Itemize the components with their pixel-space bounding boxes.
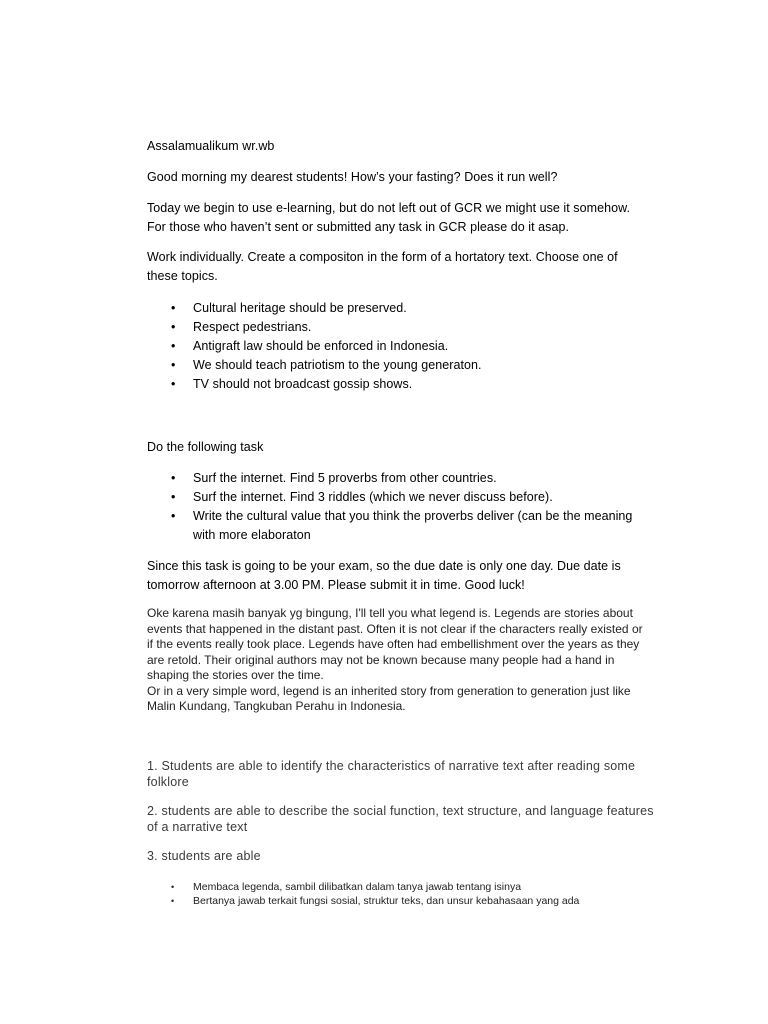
objective-1 xyxy=(147,759,635,790)
topic-text: We should teach patriotism to the young generaton. xyxy=(193,358,482,372)
topic-text: Cultural heritage should be preserved. xyxy=(193,301,407,315)
task-item xyxy=(147,469,632,488)
paragraph-line: 1. Students are able to identify the characteristics of narrative text after reading some xyxy=(147,759,636,773)
bullet-icon: • xyxy=(171,377,176,391)
elearning-paragraph xyxy=(147,199,630,237)
topic-item xyxy=(147,337,482,356)
intro-paragraph: Good morning my dearest students! How’s your fasting? Does it run well? xyxy=(147,170,558,184)
objective-3 xyxy=(147,849,261,865)
task-text-continued: with more elaboraton xyxy=(193,528,311,542)
topic-item xyxy=(147,375,482,394)
paragraph-line: Oke karena masih banyak yg bingung, I'll tell you what legend is. Legends are stories about xyxy=(147,606,633,620)
assignment-paragraph xyxy=(147,248,618,286)
topic-item xyxy=(147,318,482,337)
bullet-icon: • xyxy=(171,471,176,485)
legend-paragraph xyxy=(147,606,643,715)
bullet-icon: • xyxy=(171,882,175,892)
paragraph-line: For those who haven’t sent or submitted any task in GCR please do it asap. xyxy=(147,220,569,234)
paragraph-line: 3. students are able xyxy=(147,849,261,863)
bullet-icon: • xyxy=(171,509,176,523)
topics-list xyxy=(147,299,482,394)
paragraph-line: Today we begin to use e-learning, but do not left out of GCR we might use it somehow. xyxy=(147,201,630,215)
task-heading: Do the following task xyxy=(147,440,264,454)
objective-2 xyxy=(147,804,654,835)
topic-item xyxy=(147,356,482,375)
paragraph-line: if the events really took place. Legends have often had embellishment over the years as they xyxy=(147,637,640,651)
bullet-icon: • xyxy=(171,358,176,372)
topic-text: Antigraft law should be enforced in Indonesia. xyxy=(193,339,449,353)
bullet-icon: • xyxy=(171,339,176,353)
paragraph-line: folklore xyxy=(147,774,189,789)
task-text: Write the cultural value that you think the proverbs deliver (can be the meaning xyxy=(193,509,633,523)
bullet-icon: • xyxy=(171,301,176,315)
paragraph-line: shaping the stories over the time. xyxy=(147,668,324,682)
topic-text: Respect pedestrians. xyxy=(193,320,312,334)
activity-text: Bertanya jawab terkait fungsi sosial, struktur teks, dan unsur kebahasaan yang ada xyxy=(193,895,580,907)
activity-text: Membaca legenda, sambil dilibatkan dalam tanya jawab tentang isinya xyxy=(193,881,522,893)
bullet-icon: • xyxy=(171,490,176,504)
paragraph-line: Since this task is going to be your exam, so the due date is only one day. Due date is xyxy=(147,559,621,573)
paragraph-line: are retold. Their original authors may not be known because many people had a hand in xyxy=(147,652,615,667)
paragraph-line: 2. students are able to describe the social function, text structure, and language features xyxy=(147,804,654,818)
greeting: Assalamualikum wr.wb xyxy=(147,139,275,153)
bullet-icon: • xyxy=(171,896,175,906)
paragraph-line: Or in a very simple word, legend is an inherited story from generation to generation just like xyxy=(147,683,631,698)
paragraph-line: of a narrative text xyxy=(147,819,248,834)
topic-item xyxy=(147,299,482,318)
paragraph-line: Malin Kundang, Tangkuban Perahu in Indonesia. xyxy=(147,699,406,713)
paragraph-line: these topics. xyxy=(147,269,218,283)
due-date-paragraph xyxy=(147,557,621,595)
activity-item xyxy=(147,894,579,908)
task-text: Surf the internet. Find 5 proverbs from other countries. xyxy=(193,471,497,485)
paragraph-line: Work individually. Create a compositon in the form of a hortatory text. Choose one of xyxy=(147,250,618,264)
topic-text: TV should not broadcast gossip shows. xyxy=(193,377,413,391)
task-text: Surf the internet. Find 3 riddles (which we never discuss before). xyxy=(193,490,553,504)
activities-list xyxy=(147,880,579,908)
task-item xyxy=(147,488,632,507)
tasks-list xyxy=(147,469,632,545)
activity-item xyxy=(147,880,579,894)
task-item xyxy=(147,507,632,545)
paragraph-line: events that happened in the distant past. Often it is not clear if the characters really existed or xyxy=(147,621,643,636)
paragraph-line: tomorrow afternoon at 3.00 PM. Please submit it in time. Good luck! xyxy=(147,578,525,592)
bullet-icon: • xyxy=(171,320,176,334)
